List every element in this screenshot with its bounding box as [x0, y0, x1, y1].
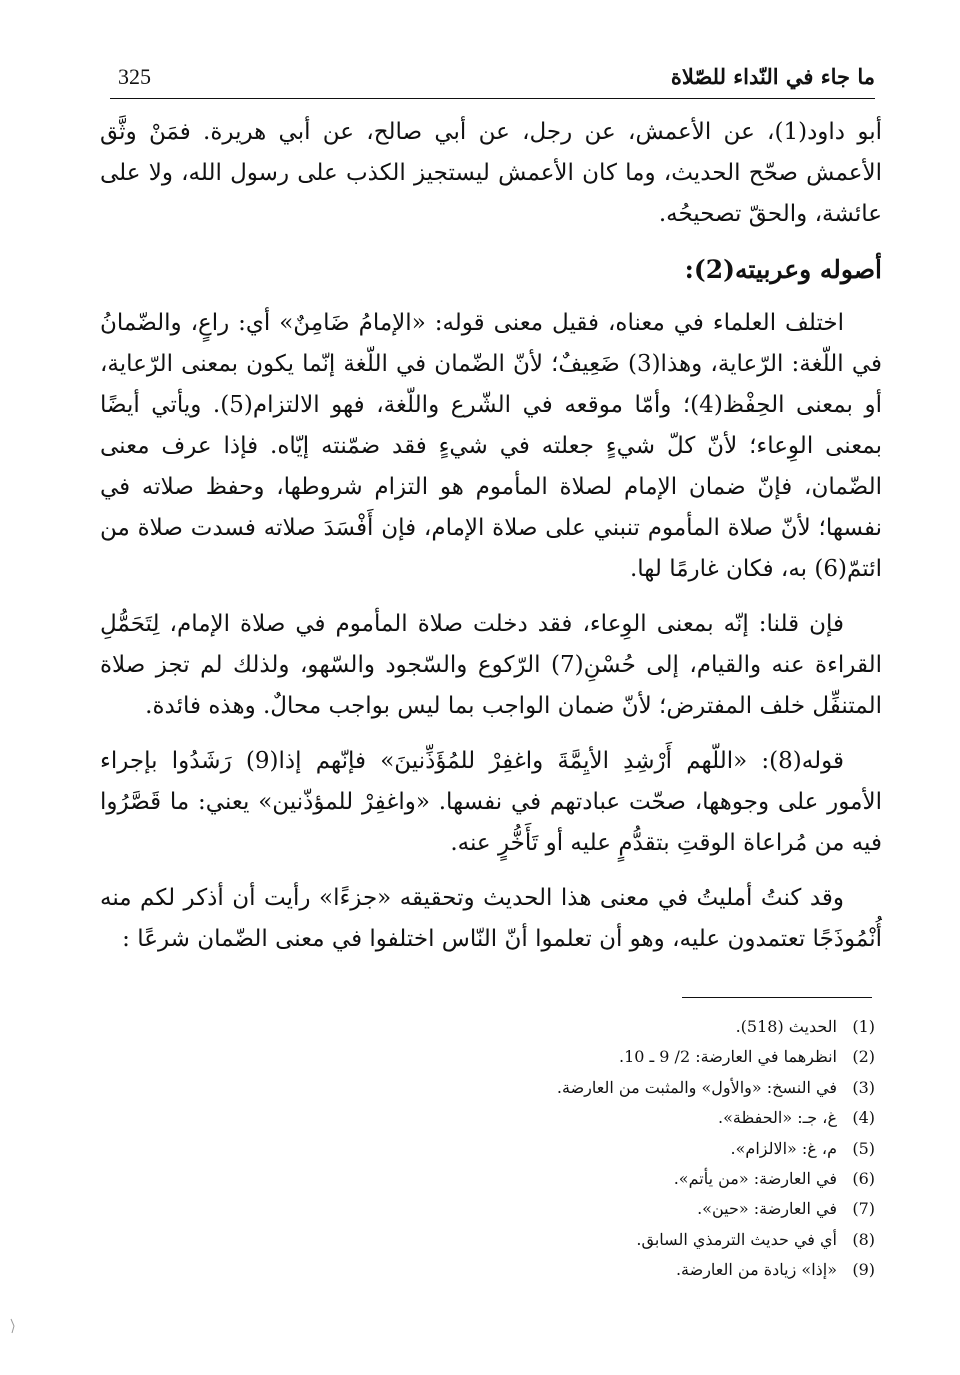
footnote-number: (5) — [852, 1138, 875, 1158]
footnote-text: في العارضة: «من يأتم». — [673, 1169, 837, 1189]
footnote-text: م، غ: «الالزام». — [730, 1138, 837, 1158]
footnote-number: (6) — [852, 1169, 875, 1189]
section-heading: أصوله وعربيته(2): — [684, 255, 882, 284]
page-number: 325 — [118, 64, 151, 89]
scan-mark — [8, 1318, 18, 1334]
footnote — [100, 1012, 875, 1042]
footnote — [100, 1164, 875, 1194]
footnote-separator — [682, 997, 872, 998]
footnote-number: (7) — [852, 1199, 875, 1219]
footnotes-list — [100, 1012, 875, 1286]
running-title: ما جاء في النّداء للصّلاة — [670, 64, 875, 89]
footnote-text: في العارضة: «حين». — [697, 1199, 837, 1219]
footnote-text: في النسخ: «والأول» والمثبت من العارضة. — [556, 1077, 837, 1097]
footnote — [100, 1194, 875, 1224]
page-header — [110, 58, 875, 99]
footnote — [100, 1042, 875, 1072]
footnote-number: (9) — [852, 1260, 875, 1280]
paragraph-1: أبو داود(1)، عن الأعمش، عن رجل، عن أبي صالح، عن أبي هريرة. فمَنْ وثَّق الأعمش صحّح الحديث، وما كان الأعمش ليستجيز الكذب على رسول الله، ولا على عائشة، والحقّ تصحيحُه. — [100, 119, 882, 227]
footnote-number: (1) — [852, 1017, 875, 1036]
footnote-number: (8) — [852, 1229, 875, 1249]
footnote-number: (3) — [852, 1077, 875, 1097]
footnote-text: أي في حديث الترمذي السابق. — [636, 1229, 837, 1249]
footnote — [100, 1225, 875, 1255]
paragraph-3: فإن قلنا: إنّه بمعنى الوِعاء، فقد دخلت صلاة المأموم في صلاة الإمام، لِتَحَمُّلِ القراءة عنه والقيام، إلى حُسْنِ(7) الرّكوع والسّجود والسّهو، ولذلك لم تجز صلاة المتنفِّل خلف المفترض؛ لأنّ ضمان الواجب بما ليس بواجب محالٌ. وهذه فائدة. — [100, 611, 882, 719]
footnote-text: الحديث (518). — [735, 1017, 837, 1036]
footnote-text: «إذا» زيادة من العارضة. — [675, 1260, 837, 1280]
footnote — [100, 1255, 875, 1285]
footnote — [100, 1103, 875, 1133]
paragraph-4: قوله(8): «اللّهم أَرْشِدِ الأيِمَّةَ واغفِرْ للمُؤَذِّنينَ» فإنّهم إذا(9) رَشَدُوا بإجراء الأمور على وجوهها، صحّت عبادتهم في نفسها. «واغفِرْ للمؤذّنين» يعني: ما قَصَّرُوا فيه من مُراعاة الوقتِ بتقدُّمٍ عليه أو تَأَخُّرٍ عنه. — [100, 748, 882, 856]
footnote — [100, 1134, 875, 1164]
footnote-text: انظرهما في العارضة: 2/ 9 ـ 10. — [618, 1047, 837, 1067]
paragraph-2: اختلف العلماء في معناه، فقيل معنى قوله: «الإمامُ ضَامِنٌ» أي: راعٍ، والضّمانُ في اللّغة: الرّعاية، وهذا(3) ضَعِيفٌ؛ لأنّ الضّمان في اللّغة إنّما يكون بمعنى الرّعاية، أو بمعنى الحِفْظ(4)؛ وأمّا موقعه في الشّرع واللّغة، فهو الالتزام(5). ويأتي أيضًا بمعنى الوِعاء؛ لأنّ كلّ شيءٍ جعلته في شيءٍ فقد ضمّنته إيّاه. فإذا عرف معنى الضّمان، فإنّ ضمان الإمام لصلاة المأموم هو التزام شروطها، وحفظ صلاته في نفسها؛ لأنّ صلاة المأموم تنبني على صلاة الإمام، فإن أَفْسَدَ صلاته فسدت صلاة من ائتمّ(6) به، فكان غارمًا لها. — [100, 310, 883, 582]
footnote-number: (2) — [852, 1047, 875, 1067]
paragraph-5: وقد كنتُ أمليتُ في معنى هذا الحديث وتحقيقه «جزءًا» رأيت أن أذكر لكم منه أُنْمُوذَجًا تعتمدون عليه، وهو أن تعلموا أنّ النّاس اختلفوا في معنى الضّمان شرعًا : — [100, 885, 882, 952]
main-text — [100, 112, 882, 974]
footnote-number: (4) — [852, 1108, 875, 1128]
footnote — [100, 1073, 875, 1103]
footnote-text: غ، جـ: «الحفظة». — [718, 1108, 837, 1128]
